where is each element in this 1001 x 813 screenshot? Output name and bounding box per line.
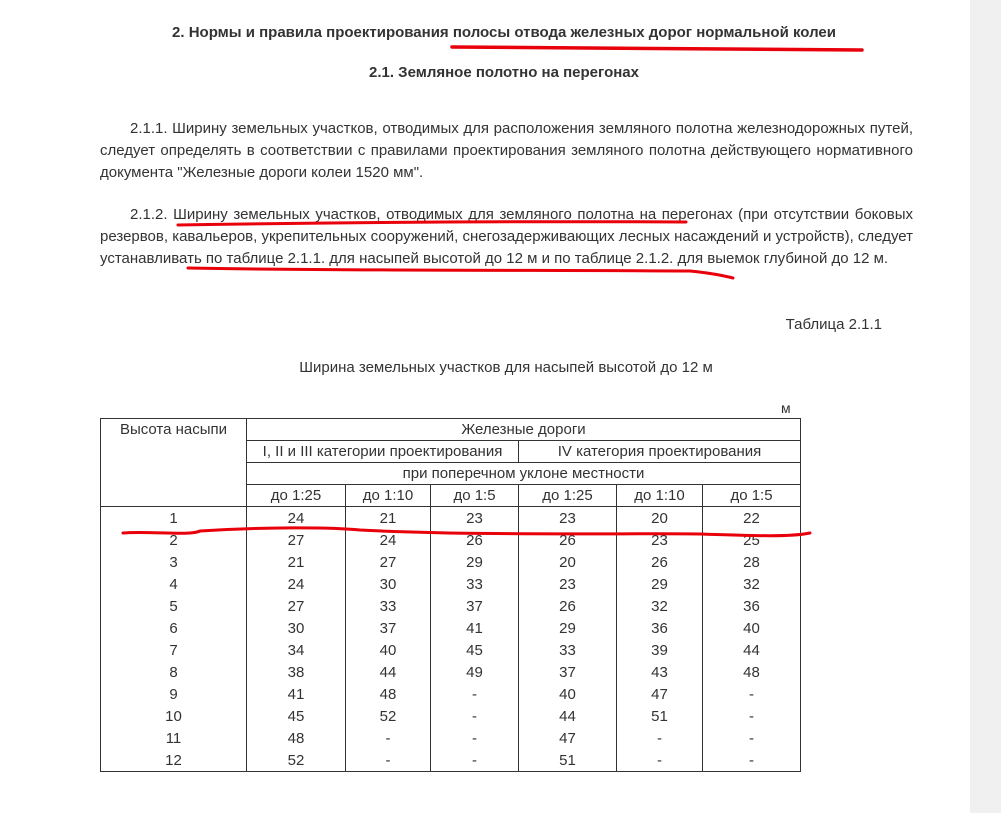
row-height-cell: 4 — [101, 573, 247, 595]
width-value-cell: 52 — [346, 705, 431, 727]
width-value-cell: 51 — [519, 749, 617, 772]
width-value-cell: 47 — [617, 683, 703, 705]
width-table — [100, 418, 801, 772]
width-value-cell: 32 — [703, 573, 801, 595]
subsection-heading: 2.1. Земляное полотно на перегонах — [369, 64, 639, 81]
width-value-cell: 29 — [431, 551, 519, 573]
width-value-cell: 44 — [346, 661, 431, 683]
row-height-cell: 2 — [101, 529, 247, 551]
width-value-cell: 39 — [617, 639, 703, 661]
annotation-underline-heading — [452, 47, 862, 50]
width-value-cell: - — [703, 683, 801, 705]
width-value-cell: 25 — [703, 529, 801, 551]
header-category-4: IV категория проектирования — [519, 441, 801, 463]
width-value-cell: 52 — [247, 749, 346, 772]
width-value-cell: 48 — [247, 727, 346, 749]
width-value-cell: - — [431, 749, 519, 772]
width-value-cell: 27 — [346, 551, 431, 573]
width-value-cell: 23 — [431, 507, 519, 530]
paragraph-2-1-1 — [100, 118, 913, 184]
width-value-cell: 43 — [617, 661, 703, 683]
paragraph-2-1-1-text: 2.1.1. Ширину земельных участков, отводимых для расположения земляного полотна железнодорожных путей, следует определять в соответствии с правилами проектирования земляного полотна действующего нормативного документа "Железные дороги колеи 1520 мм". — [100, 120, 913, 181]
width-value-cell: 47 — [519, 727, 617, 749]
header-slope: при поперечном уклоне местности — [247, 463, 801, 485]
width-value-cell: 26 — [519, 595, 617, 617]
header-slope-value: до 1:25 — [247, 485, 346, 507]
width-value-cell: 21 — [247, 551, 346, 573]
width-value-cell: 38 — [247, 661, 346, 683]
width-value-cell: 36 — [703, 595, 801, 617]
row-height-cell: 6 — [101, 617, 247, 639]
width-value-cell: 22 — [703, 507, 801, 530]
row-height-cell: 1 — [101, 507, 247, 530]
width-value-cell: 41 — [247, 683, 346, 705]
width-value-cell: 20 — [519, 551, 617, 573]
table-row — [101, 683, 801, 705]
table-row — [101, 595, 801, 617]
width-value-cell: 34 — [247, 639, 346, 661]
table-body — [101, 507, 801, 772]
section-heading: 2. Нормы и правила проектирования полосы отвода железных дорог нормальной колеи — [172, 24, 836, 41]
width-value-cell: 23 — [519, 507, 617, 530]
row-height-cell: 7 — [101, 639, 247, 661]
width-value-cell: - — [617, 749, 703, 772]
width-value-cell: 33 — [431, 573, 519, 595]
table-row — [101, 551, 801, 573]
table-row — [101, 661, 801, 683]
width-value-cell: 51 — [617, 705, 703, 727]
header-slope-value: до 1:5 — [431, 485, 519, 507]
width-value-cell: - — [703, 705, 801, 727]
row-height-cell: 9 — [101, 683, 247, 705]
width-value-cell: - — [431, 727, 519, 749]
width-value-cell: - — [703, 749, 801, 772]
width-value-cell: 26 — [617, 551, 703, 573]
width-value-cell: 24 — [346, 529, 431, 551]
table-row — [101, 727, 801, 749]
width-value-cell: - — [431, 683, 519, 705]
width-value-cell: 45 — [431, 639, 519, 661]
width-value-cell: 37 — [431, 595, 519, 617]
width-value-cell: 37 — [519, 661, 617, 683]
header-slope-value: до 1:5 — [703, 485, 801, 507]
width-value-cell: 27 — [247, 595, 346, 617]
width-value-cell: 48 — [346, 683, 431, 705]
width-value-cell: 28 — [703, 551, 801, 573]
table-row — [101, 617, 801, 639]
header-slope-value: до 1:10 — [617, 485, 703, 507]
width-value-cell: - — [346, 727, 431, 749]
row-height-cell: 12 — [101, 749, 247, 772]
header-railways: Железные дороги — [247, 419, 801, 441]
table-number: Таблица 2.1.1 — [785, 316, 882, 333]
width-value-cell: 41 — [431, 617, 519, 639]
table-title: Ширина земельных участков для насыпей высотой до 12 м — [299, 359, 713, 376]
width-value-cell: 26 — [431, 529, 519, 551]
width-value-cell: - — [703, 727, 801, 749]
width-value-cell: - — [431, 705, 519, 727]
width-value-cell: 33 — [519, 639, 617, 661]
row-height-cell: 8 — [101, 661, 247, 683]
table-row — [101, 573, 801, 595]
width-value-cell: 45 — [247, 705, 346, 727]
width-value-cell: 37 — [346, 617, 431, 639]
width-value-cell: 23 — [617, 529, 703, 551]
width-value-cell: 29 — [519, 617, 617, 639]
table-row — [101, 705, 801, 727]
width-value-cell: 33 — [346, 595, 431, 617]
width-value-cell: 44 — [703, 639, 801, 661]
width-value-cell: 30 — [346, 573, 431, 595]
row-height-cell: 10 — [101, 705, 247, 727]
header-height: Высота насыпи — [101, 419, 247, 507]
width-value-cell: 40 — [519, 683, 617, 705]
width-value-cell: 21 — [346, 507, 431, 530]
header-category-1-3: I, II и III категории проектирования — [247, 441, 519, 463]
width-value-cell: - — [617, 727, 703, 749]
width-value-cell: 44 — [519, 705, 617, 727]
header-slope-value: до 1:25 — [519, 485, 617, 507]
table-row — [101, 639, 801, 661]
row-height-cell: 11 — [101, 727, 247, 749]
width-value-cell: 23 — [519, 573, 617, 595]
width-value-cell: 36 — [617, 617, 703, 639]
paragraph-2-1-2-text: 2.1.2. Ширину земельных участков, отводимых для земляного полотна на перегонах (при отсутствии боковых резервов, кавальеров, укрепительных сооружений, снегозадерживающих лесных насаждений и устройств), следует устанавливать по таблице 2.1.1. для насыпей высотой до 12 м и по таблице 2.1.2. для выемок глубиной до 12 м. — [100, 206, 913, 267]
width-value-cell: 27 — [247, 529, 346, 551]
header-slope-value: до 1:10 — [346, 485, 431, 507]
table-unit: м — [781, 400, 791, 416]
width-value-cell: 29 — [617, 573, 703, 595]
width-value-cell: 26 — [519, 529, 617, 551]
table-row — [101, 529, 801, 551]
width-value-cell: 32 — [617, 595, 703, 617]
width-value-cell: 24 — [247, 573, 346, 595]
width-value-cell: 49 — [431, 661, 519, 683]
width-value-cell: - — [346, 749, 431, 772]
paragraph-2-1-2 — [100, 204, 913, 270]
table-row — [101, 749, 801, 772]
table-row — [101, 507, 801, 530]
width-value-cell: 24 — [247, 507, 346, 530]
row-height-cell: 5 — [101, 595, 247, 617]
width-value-cell: 48 — [703, 661, 801, 683]
width-value-cell: 40 — [346, 639, 431, 661]
width-value-cell: 20 — [617, 507, 703, 530]
width-value-cell: 40 — [703, 617, 801, 639]
row-height-cell: 3 — [101, 551, 247, 573]
width-value-cell: 30 — [247, 617, 346, 639]
